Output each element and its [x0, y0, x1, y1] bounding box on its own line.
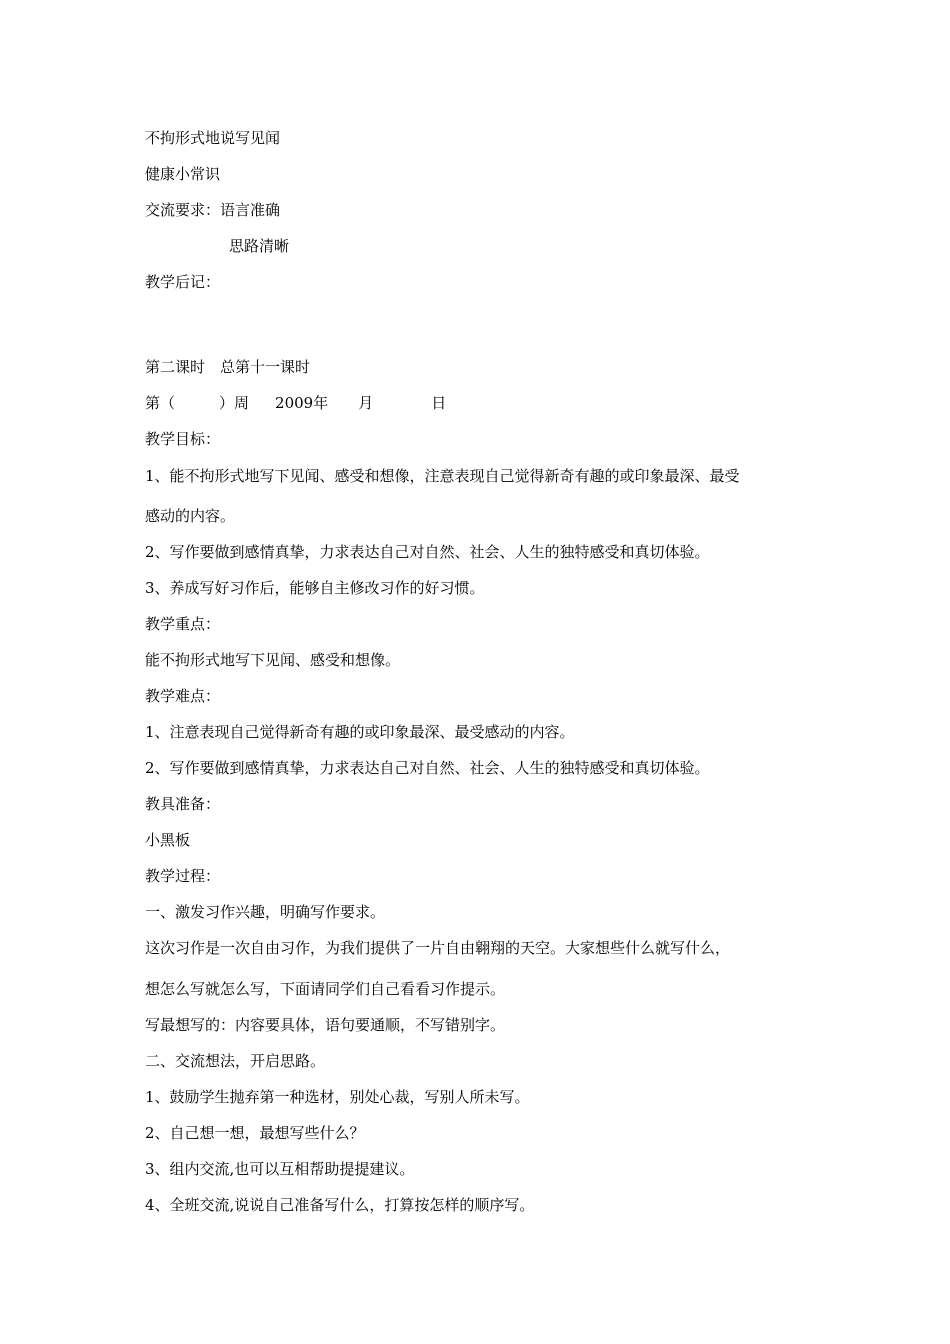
objective-3: 3、养成写好习作后，能够自主修改习作的好习惯。 [145, 579, 485, 597]
difficulty-1: 1、注意表现自己觉得新奇有趣的或印象最深、最受感动的内容。 [145, 723, 575, 741]
lesson-title: 第二课时 总第十一课时 [145, 358, 311, 376]
step-1-text-line-2: 想怎么写就怎么写，下面请同学们自己看看习作提示。 [145, 980, 506, 998]
objective-1-line-1: 1、能不拘形式地写下见闻、感受和想像，注意表现自己觉得新奇有趣的或印象最深、最受 [145, 467, 740, 485]
step-1-heading: 一、激发习作兴趣，明确写作要求。 [145, 903, 386, 921]
text-line-health: 健康小常识 [145, 165, 221, 183]
objective-2: 2、写作要做到感情真挚，力求表达自己对自然、社会、人生的独特感受和真切体验。 [145, 543, 710, 561]
date-year: 2009年 [275, 394, 329, 412]
date-month: 月 [358, 394, 374, 412]
key-point: 能不拘形式地写下见闻、感受和想像。 [145, 651, 401, 669]
objectives-heading: 教学目标： [145, 430, 221, 448]
tools-heading: 教具准备： [145, 795, 221, 813]
week-suffix: ）周 [219, 394, 250, 412]
step-2-item-2: 2、自己想一想，最想写些什么？ [145, 1124, 365, 1142]
step-2-item-4: 4、全班交流,说说自己准备写什么，打算按怎样的顺序写。 [145, 1196, 535, 1214]
exchange-requirement: 交流要求：语言准确 [145, 201, 281, 219]
key-point-heading: 教学重点： [145, 615, 221, 633]
difficulty-2: 2、写作要做到感情真挚，力求表达自己对自然、社会、人生的独特感受和真切体验。 [145, 759, 710, 777]
step-1-requirement: 写最想写的：内容要具体，语句要通顺，不写错别字。 [145, 1016, 506, 1034]
week-prefix: 第（ [145, 394, 176, 412]
teaching-postscript-heading: 教学后记： [145, 273, 221, 291]
step-2-heading: 二、交流想法，开启思路。 [145, 1052, 326, 1070]
date-day: 日 [431, 394, 447, 412]
step-1-text-line-1: 这次习作是一次自由习作，为我们提供了一片自由翱翔的天空。大家想些什么就写什么， [145, 939, 731, 957]
difficulty-heading: 教学难点： [145, 687, 221, 705]
exchange-requirement-second: 思路清晰 [229, 237, 290, 255]
step-2-item-3: 3、组内交流,也可以互相帮助提提建议。 [145, 1160, 415, 1178]
process-heading: 教学过程： [145, 867, 221, 885]
objective-1-line-2: 感动的内容。 [145, 507, 236, 525]
lesson-date-row [145, 393, 446, 413]
text-line-topic: 不拘形式地说写见闻 [145, 129, 281, 147]
step-2-item-1: 1、鼓励学生抛弃第一种选材，别处心裁，写别人所未写。 [145, 1088, 530, 1106]
tools: 小黑板 [145, 831, 191, 849]
document-page [145, 0, 825, 1344]
